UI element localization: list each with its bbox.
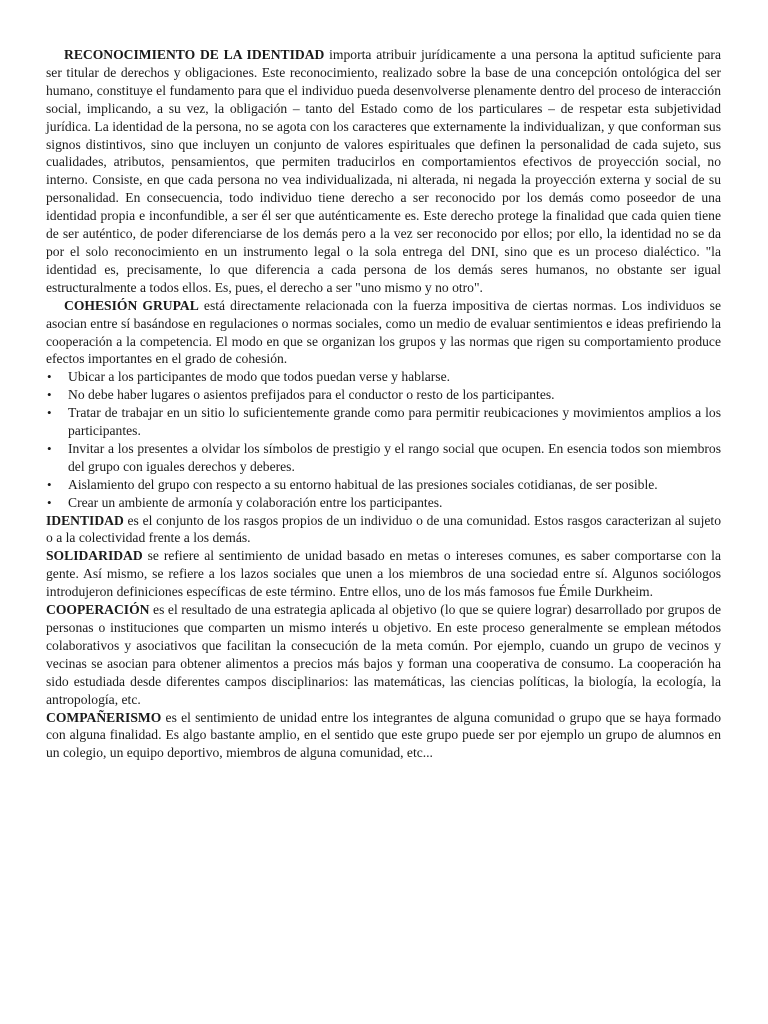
text-solidaridad: se refiere al sentimiento de unidad basado en metas o intereses comunes, es saber comportarse con la gente. Así mismo, se refiere a los lazos sociales que unen a los miembros de una sociedad entre sí. Algunos sociólogos introdujeron definiciones específicas de este término. Entre ellos, uno de los más famosos fue Émile Durkheim. [46, 548, 721, 600]
bullet-icon: • [47, 387, 52, 403]
bullet-icon: • [47, 476, 52, 492]
list-item [46, 368, 721, 386]
text-companerismo: es el sentimiento de unidad entre los integrantes de alguna comunidad o grupo que se haya formado con alguna finalidad. Es algo bastante amplio, en el sentido que este grupo puede ser por ejemplo un grupo de alumnos en un colegio, un equipo deportivo, miembros de alguna comunidad, etc... [46, 709, 721, 761]
paragraph-identidad [46, 512, 721, 548]
list-item [46, 476, 721, 494]
bullet-icon: • [47, 494, 52, 510]
cohesion-bullet-list [46, 368, 721, 511]
paragraph-cooperacion [46, 601, 721, 708]
term-solidaridad: SOLIDARIDAD [46, 548, 143, 564]
list-item [46, 440, 721, 476]
text-cohesion: está directamente relacionada con la fuerza impositiva de ciertas normas. Los individuos se asocian entre sí basándose en regulaciones o normas sociales, como un medio de evaluar sentimientos e ideas prefiriendo la cooperación a la competencia. El modo en que se organizan los grupos y las normas que rigen su comportamiento produce efectos importantes en el grado de cohesión. [46, 297, 722, 367]
text-cooperacion: es el resultado de una estrategia aplicada al objetivo (lo que se quiere lograr) desarrollado por grupos de personas o instituciones que comparten un mismo interés u objetivo. En este proceso generalmente se emplean métodos colaborativos y asociativos que facilitan la consecución de la meta común. Por ejemplo, cuando un grupo de vecinos y vecinas se asocian para obtener alimentos a precios más bajos y forman una cooperativa de consumo. La cooperación ha sido estudiada desde diferentes campos disciplinarios: las matemáticas, las ciencias políticas, la biología, la ecología, la antropología, etc. [46, 602, 721, 707]
term-cohesion: COHESIÓN GRUPAL [64, 297, 199, 313]
list-item-text: Crear un ambiente de armonía y colaboración entre los participantes. [68, 494, 443, 510]
bullet-icon: • [47, 405, 52, 421]
list-item [46, 404, 721, 440]
list-item-text: Tratar de trabajar en un sitio lo suficientemente grande como para permitir reubicaciones y movimientos amplios a los participantes. [68, 405, 721, 439]
paragraph-companerismo [46, 709, 721, 763]
list-item-text: Aislamiento del grupo con respecto a su entorno habitual de las presiones sociales cotidianas, de ser posible. [68, 476, 658, 492]
bullet-icon: • [47, 440, 52, 456]
term-cooperacion: COOPERACIÓN [46, 602, 150, 618]
list-item-text: Ubicar a los participantes de modo que todos puedan verse y hablarse. [68, 369, 451, 385]
paragraph-solidaridad [46, 547, 721, 601]
list-item-text: No debe haber lugares o asientos prefijados para el conductor o resto de los participantes. [68, 387, 555, 403]
list-item-text: Invitar a los presentes a olvidar los símbolos de prestigio y el rango social que ocupen. En esencia todos son miembros del grupo con iguales derechos y deberes. [68, 440, 721, 474]
term-reconocimiento: RECONOCIMIENTO DE LA IDENTIDAD [64, 47, 325, 62]
paragraph-cohesion [46, 297, 721, 369]
document-body [46, 46, 721, 762]
bullet-icon: • [47, 369, 52, 385]
text-reconocimiento: importa atribuir jurídicamente a una persona la aptitud suficiente para ser titular de derechos y obligaciones. Este reconocimiento, realizado sobre la base de una concepción ontológica del ser humano, constituye el fundamento para que el individuo pueda desenvolverse plenamente dentro del proceso de interacción social, implicando, a su vez, la obligación – tanto del Estado como de los particulares – de respetar esta subjetividad jurídica. La identidad de la persona, no se agota con los caracteres que externamente la individualizan, y que conforman sus signos distintivos, sino que incluyen un conjunto de valores espirituales que definen la personalidad de cada sujeto, sus cualidades, atributos, pensamientos, que permiten traducirlos en comportamientos efectivos de proyección social, no interno. Consiste, en que cada persona no vea individualizada, ni alterada, ni negada la proyección externa y social de su personalidad. En consecuencia, todo individuo tiene derecho a ser reconocido por los demás como poseedor de una identidad propia e inconfundible, a ser él ser que auténticamente es. Este derecho protege la finalidad que cada quien tiene de ser auténtico, de poder diferenciarse de los demás pero a la vez ser reconocido por ellos; por ello, la identidad no se da por el solo reconocimiento en un instrumento legal o la sola entrega del DNI, sino que es un proceso dialéctico. "la identidad es, precisamente, lo que diferencia a cada persona de los demás seres humanos, no obstante ser igual estructuralmente a todos ellos. Es, pues, el derecho a ser "uno mismo y no otro". [46, 47, 721, 295]
list-item [46, 494, 721, 512]
term-identidad: IDENTIDAD [46, 512, 124, 528]
list-item [46, 386, 721, 404]
term-companerismo: COMPAÑERISMO [46, 709, 162, 725]
paragraph-reconocimiento [46, 46, 721, 297]
text-identidad: es el conjunto de los rasgos propios de un individuo o de una comunidad. Estos rasgos caracterizan al sujeto o a la colectividad frente a los demás. [46, 512, 721, 546]
